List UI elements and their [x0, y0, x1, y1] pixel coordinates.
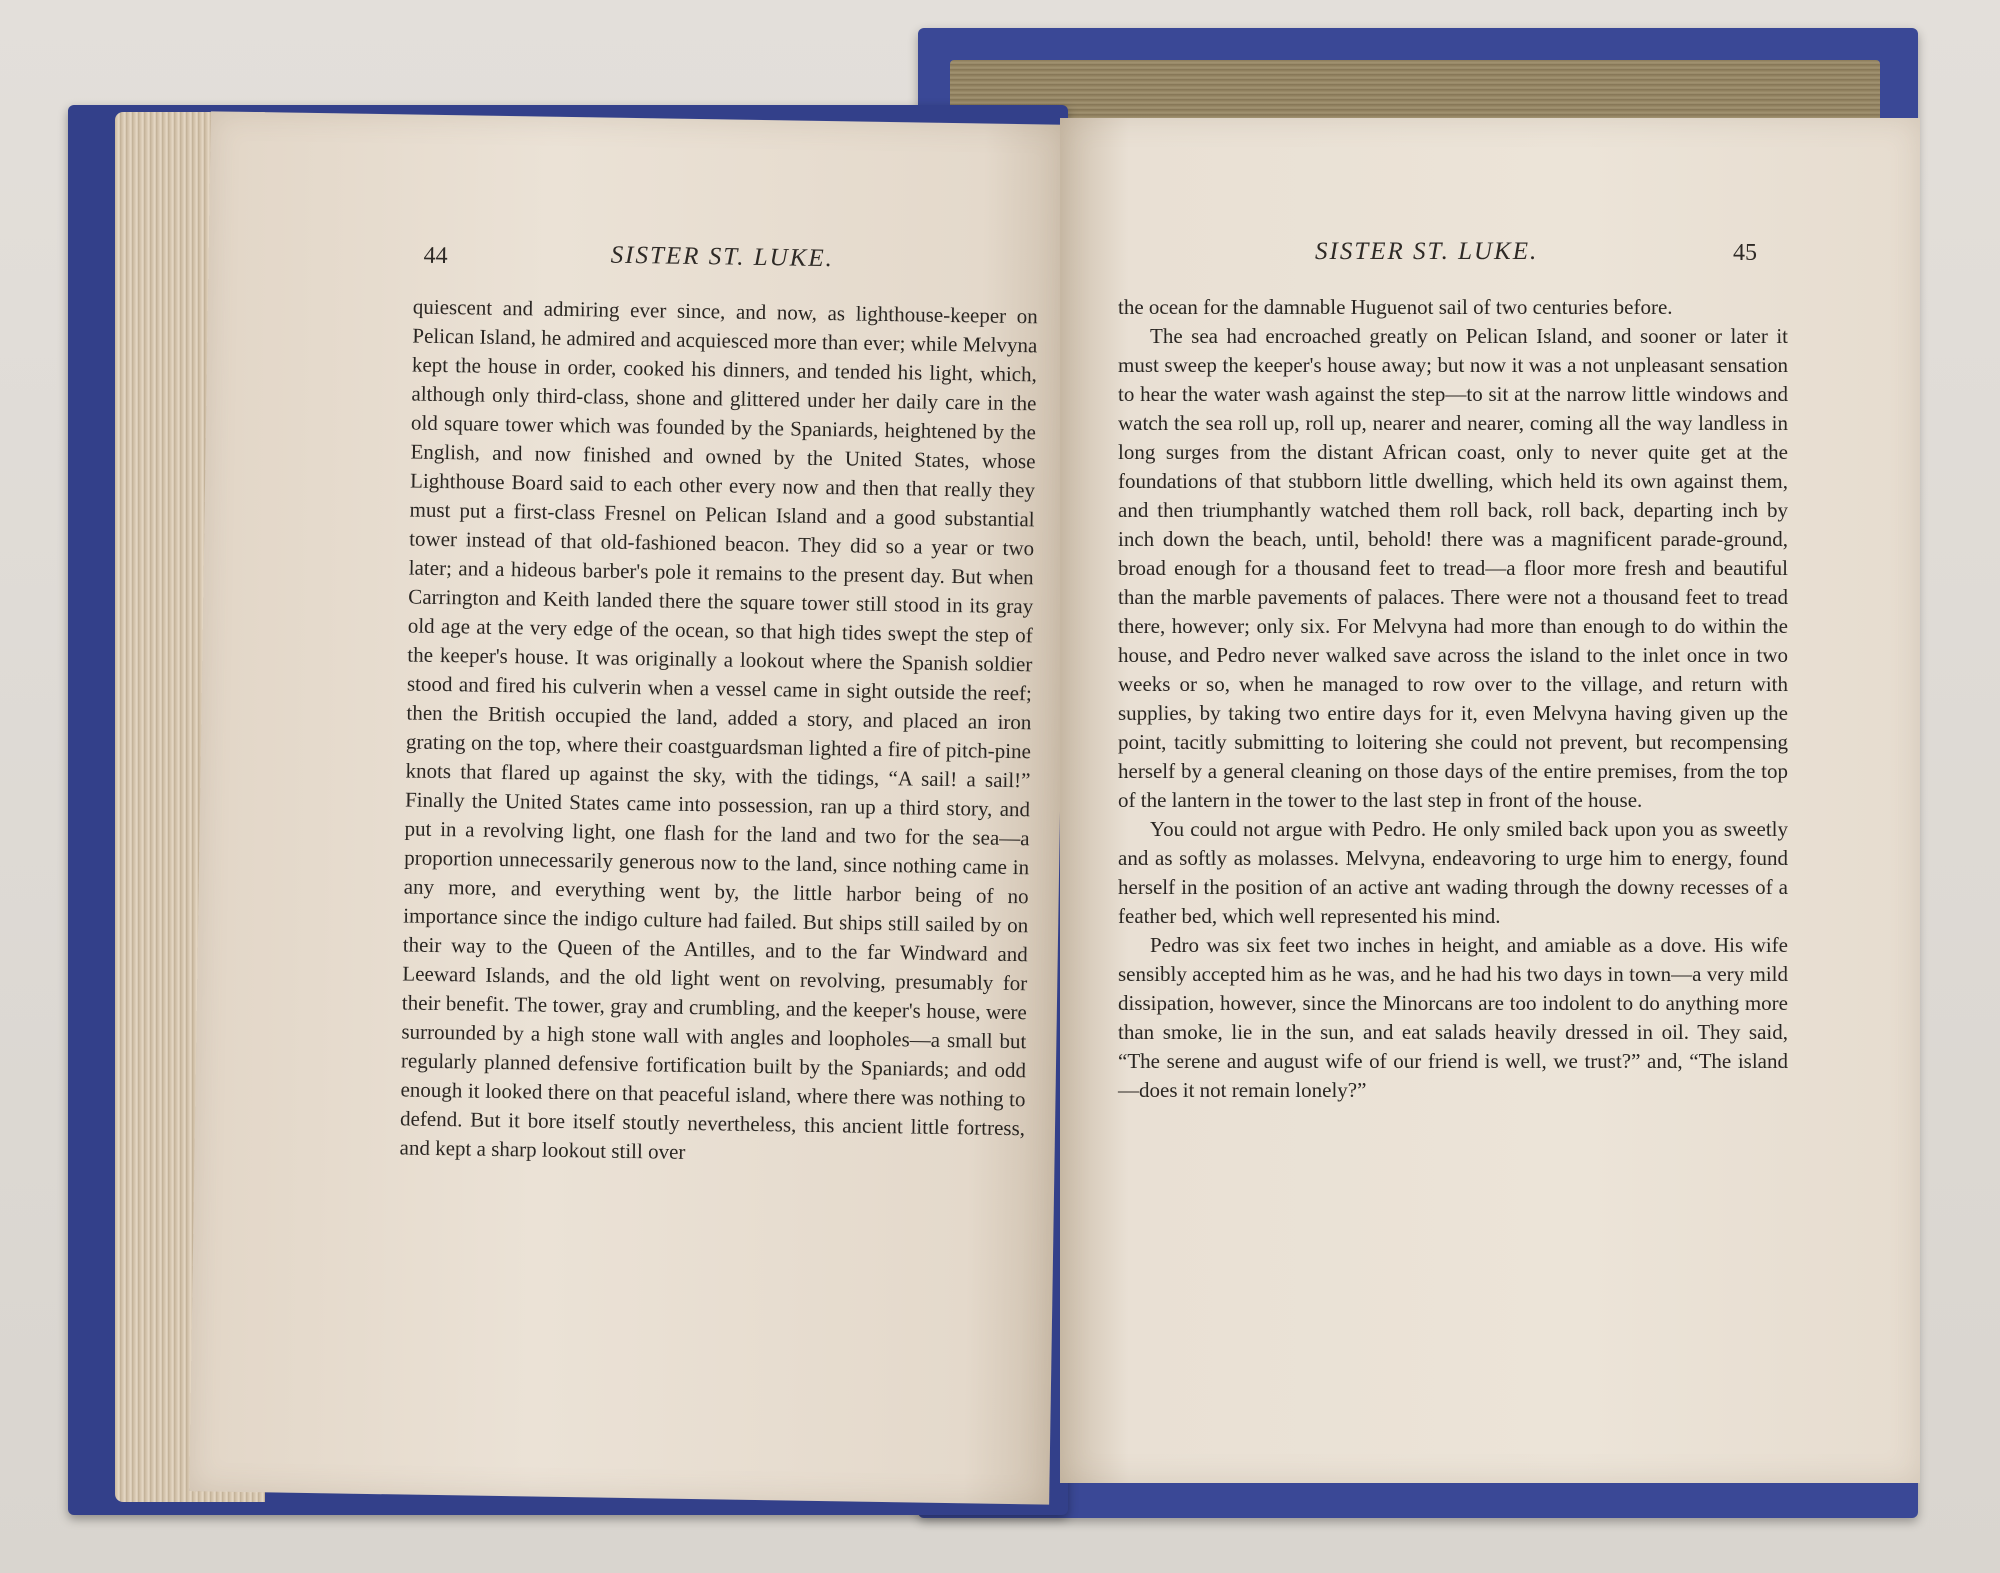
- paragraph: Pedro was six feet two inches in height, and amiable as a dove. His wife sensibly accepted him as he was, and he had his two days in town—a very mild dissipation, however, since the Minorcans are too indolent to do anything more than smoke, lie in the sun, and eat salads heavily dressed in oil. They said, “The serene and august wife of our friend is well, we trust?” and, “The island—does it not remain lonely?”: [1118, 933, 1788, 1102]
- body-text: [399, 293, 1038, 1173]
- page-number: 44: [423, 242, 448, 270]
- running-head: SISTER ST. LUKE.: [610, 241, 835, 273]
- paragraph: You could not argue with Pedro. He only smiled back upon you as sweetly and as softly as molasses. Melvyna, endeavoring to urge him to energy, found herself in the position of an active ant wading through the downy recesses of a feather bed, which well represented his mind.: [1118, 817, 1788, 928]
- page-number: 45: [1733, 240, 1757, 266]
- left-page: [189, 111, 1071, 1504]
- right-page: [1060, 118, 1920, 1483]
- body-text: [1118, 293, 1788, 1105]
- paragraph: quiescent and admiring ever since, and now, as lighthouse-keeper on Pelican Island, he admired and acquiesced more than ever; while Melvyna kept the house in order, cooked his dinners, and tended his light, which, although only third-class, shone and glittered under her daily care in the old square tower which was founded by the Spaniards, heightened by the English, and now finished and owned by the United States, whose Lighthouse Board said to each other every now and then that really they must put a first-class Fresnel on Pelican Island and a good substantial tower instead of that old-fashioned beacon. They did so a year or two later; and a hideous barber's pole it remains to the present day. But when Carrington and Keith landed there the square tower still stood in its gray old age at the very edge of the ocean, so that high tides swept the step of the keeper's house. It was originally a lookout where the Spanish soldier stood and fired his culverin when a vessel came in sight outside the reef; then the British occupied the land, added a story, and placed an iron grating on the top, where their coastguardsman lighted a fire of pitch-pine knots that flared up against the sky, with the tidings, “A sail! a sail!” Finally the United States came into possession, ran up a third story, and put in a revolving light, one flash for the land and two for the sea—a proportion unnecessarily generous now to the land, since nothing came in any more, and everything went by, the little harbor being of no importance since the indigo culture had failed. But ships still sailed by on their way to the Queen of the Antilles, and to the far Windward and Leeward Islands, and the old light went on revolving, presumably for their benefit. The tower, gray and crumbling, and the keeper's house, were surrounded by a high stone wall with angles and loopholes—a small but regularly planned defensive fortification built by the Spaniards; and odd enough it looked there on that peaceful island, where there was nothing to defend. But it bore itself stoutly nevertheless, this ancient little fortress, and kept a sharp lookout still over: [399, 294, 1038, 1164]
- running-head: SISTER ST. LUKE.: [1315, 238, 1539, 265]
- paragraph: the ocean for the damnable Huguenot sail of two centuries before.: [1118, 295, 1673, 319]
- page-block-edge: [950, 60, 1880, 122]
- paragraph: The sea had encroached greatly on Pelican Island, and sooner or later it must sweep the keeper's house away; but now it was a not unpleasant sensation to hear the water wash against the step—to sit at the narrow little windows and watch the sea roll up, roll up, nearer and nearer, coming all the way landless in long surges from the distant African coast, only to never quite get at the foundations of that stubborn little dwelling, which held its own against them, and then triumphantly watched them roll back, roll back, departing inch by inch down the beach, until, behold! there was a magnificent parade-ground, broad enough for a thousand feet to tread—a floor more fresh and beautiful than the marble pavements of palaces. There were not a thousand feet to tread there, however; only six. For Melvyna had more than enough to do within the house, and Pedro never walked save across the island to the inlet once in two weeks or so, when he managed to row over to the village, and return with supplies, by taking two entire days for it, even Melvyna having given up the point, tacitly submitting to loitering she could not prevent, but recompensing herself by a general cleaning on those days of the entire premises, from the top of the lantern in the tower to the last step in front of the house.: [1118, 324, 1788, 812]
